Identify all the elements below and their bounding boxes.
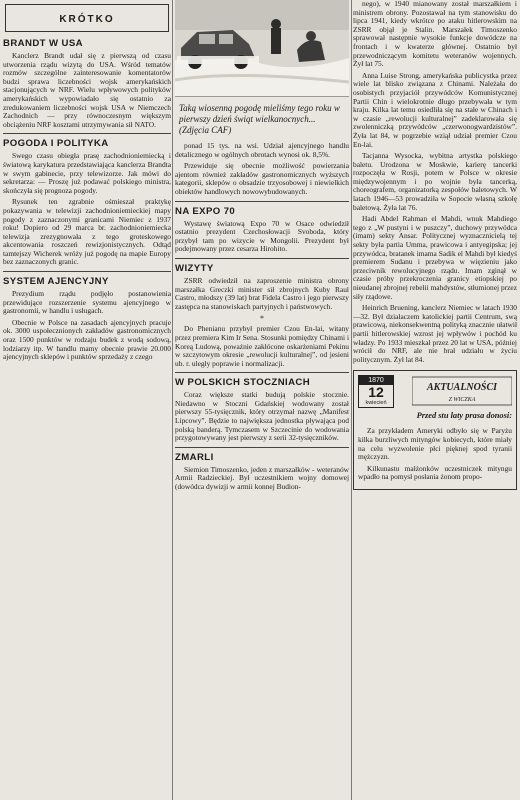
snow-car-photo [175,0,349,97]
paragraph: Heinrich Bruening, kanclerz Niemiec w latach 1930—32. Był działaczem katolickiej partii Centrum, swą prawicową, niekonsekwentną polityką znacznie ułatwił partii hitlerowskiej wzrost jej wpływów i pochód ku władzy. Po 1933 mieszkał przez 20 lat w USA, później wrócił do NRF, ale nie brał udziału w życiu politycznym. Żył lat 84. [353,303,517,364]
paragraph: Tacjanna Wysocka, wybitna artystka polskiego baletu. Urodzona w Moskwie, karierę tancerki rozpoczęła w Rosji, potem w Polsce w okresie międzywojennym i po wojnie była tancerką, choreografem, organizatorką zespołów baletowych. W latach 1946—53 prowadziła w Sopocie własną szkołę baletową. Żyła lat 76. [353,151,517,212]
calendar-month: kwiecień [365,400,387,407]
calendar-card [358,375,394,408]
article-system [3,290,171,362]
century-ago-box [353,370,517,490]
paragraph: Do Phenianu przybył premier Czou En-lai, witany przez premiera Kim Ir Sena. Stosunki pomiędzy Chinami i Koreą Ludową, poważnie zakłócone oskarżeniami Pekinu w szczytowym okresie „rewolucji kulturalnej”, od jesieni ub. r. uległy poprawie i normalizacji. [175,324,349,368]
paragraph: Siemion Timoszenko, jeden z marszałków - weteranów Armii Radzieckiej. Był uczestnikiem wojny domowej (dowódca dywizji w armii konnej Budion- [175,464,349,492]
paragraph: Kilkunastu małżonków uczestniczek mityngu wpadło na pomysł posłania żonom propo- [358,463,512,482]
paragraph: ZSRR odwiedził na zaproszenie ministra obrony marszałka Greczki minister sił zbrojnych Kuby Raul Castro, młodszy (39 lat) brat Fidela Castro i jego pierwszy zastępca na stanowiskach partyjnych i państwowych. [175,275,349,311]
headline-wizyty: WIZYTY [175,258,349,274]
paragraph: Prezydium rządu podjęło postanowienia przewidujące rozszerzenie systemu ajencyjnego w gastronomii, w handlu i usługach. [3,289,171,316]
article-expo [175,220,349,254]
article-stocznie [175,391,349,443]
headline-pogoda: POGODA I POLITYKA [3,133,171,149]
century-ago-heading: Przed stu laty prasa donosi: [416,411,512,421]
calendar-day: 12 [368,384,384,401]
calendar-year: 1870 [359,376,393,385]
column-rule [351,0,352,800]
photo-image [175,0,349,96]
headline-stocznie: W POLSKICH STOCZNIACH [175,372,349,388]
column-left [3,0,171,800]
paragraph: Anna Luise Strong, amerykańska publicystka przez wiele lat blisko związana z Chinami. Należała do osobistych przyjaciół przywódców Komunistycznej Partii Chin i wielokrotnie długo przebywała w tym kraju. Kilka lat temu osiedliła się na stałe w Chinach i w czasie „rewolucji kulturalnej” zadeklarowała się zwolenniczką przywódców „czerwonogwardzistów”. Żyła lat 84, w pogrzebie wziął udział premier Czou En-lai. [353,70,517,149]
century-ago-text [358,427,512,482]
headline-expo: NA EXPO 70 [175,201,349,217]
article-brandt [3,52,171,129]
headline-zmarli: ZMARLI [175,447,349,463]
paragraph: Coraz większe statki budują polskie stocznie. Niedawno w Stoczni Gdańskiej wodowany został pierwszy 55-tysięcznik, który otrzymał nazwę „Manifest Lipcowy”. Będzie to największa jednostka pływająca pod polską banderą. Tymczasem w Szczecinie do wodowania przygotowywany jest pierwszy z serii 32-tysięczników. [175,390,349,443]
article-pogoda [3,152,171,267]
paragraph: Przewiduje się obecnie możliwość powierzania ajentom również zakładów gastronomicznych wyższych kategorii, sklepów o obsadzie trzyosobowej i niewielkich obiektów handlowych nowowybudowanych. [175,161,349,196]
paragraph: Rysunek ten zgrabnie ośmieszał praktykę pokazywania w telewizji zachodnioniemieckiej mapy pogody z zaznaczonymi granicami Niemiec z 1937 roku! Dopiero od 29 marca br. zachodnioniemiecka telewizja zrezygnowała z tego groteskowego akcentowania roszczeń rewizjonistycznych. Odtąd tamtejszy Wicherek wróży już pogodę na mapie Europy bez zaznaczonych granic. [3,197,171,267]
section-title-box [5,4,169,32]
headline-brandt: BRANDT W USA [3,38,83,49]
paragraph: Za przykładem Ameryki odbyło się w Paryżu kilka burzliwych mityngów kobiecych, które miały na celu wyzwolenie płci pięknej spod tyranii mężczyzn. [358,426,512,462]
paragraph: Wystawę światową Expo 70 w Osace odwiedził ostatnio prezydent Czechosłowacji Svoboda, który przybył tam po wizycie w Mongolii. Prezydent był podejmowany przez cesarza Hirohito. [175,218,349,254]
article-zmarli-continued [353,0,517,364]
section-title: KRÓTKO [59,14,115,25]
paragraph: Kanclerz Brandt udał się z pierwszą od czasu utworzenia rządu wizytą do USA. Wśród tematów rozmów szczególne zainteresowanie komentatorów budzi sprawa liczebności wojsk amerykańskich stacjonujących w NRF. Wielu wpływowych polityków amerykańskich wypowiadało się ostatnio za zredukowaniem liczebności wojsk USA w Niemczech Zachodnich — przy równoczesnym większym obciążeniu NRF kosztami utrzymywania sił NATO. [3,51,171,129]
svg-text:AKTUALNOŚCI: AKTUALNOŚCI [426,382,498,394]
article-wizyty [175,277,349,368]
column-right [353,0,517,800]
column-middle [175,0,349,800]
article-zmarli [175,466,349,492]
svg-text:Z WICZKA: Z WICZKA [448,397,476,404]
separator-star: * [260,314,264,324]
article-system-continued [175,142,349,197]
column-rule [172,0,173,800]
photo-caption: Taką wiosenną pogodę mieliśmy tego roku w pierwszy dzień świąt wielkanocnych... (Zdjęcia CAF) [179,103,340,135]
aktualnosci-logo [412,375,512,407]
paragraph: ponad 15 tys. na wsi. Udział ajencyjnego handlu detalicznego w ogólnych obrotach wynosi ok. 8,5%. [175,141,349,159]
headline-system: SYSTEM AJENCYJNY [3,271,171,287]
paragraph: Hadi Abdel Rahman el Mahdi, wnuk Mahdiego tego z „W pustyni i w puszczy”, duchowy przywódca (imam) sekty Ansar. Politycznej wyznacznicielą tej sekty była partia Umma, prawicowa i antyegipska; jej przywódca, bratanek imama Sadik el Mahdi był kiedyś premierem Sudanu i przebywa w więzieniu jako przeciwnik rewolucyjnego rządu. Imam zginął w czasie próby przekroczenia granicy etiopskiej po nieudanej zbrojnej rebelii mahdystów, stłumionej przez siły rządowe. [353,214,517,301]
paragraph: Swego czasu obiegła prasę zachodnioniemiecką i światową karykatura przedstawiająca kanclerza Brandta w swym gabinecie, przy telewizorze. Jak mówi do sekretarza: — Proszę już podawać polskiego ministra, skończyła się prognoza pogody. [3,151,171,195]
paragraph: Obecnie w Polsce na zasadach ajencyjnych pracuje ok. 3000 uspołecznionych zakładów gastronomicznych oraz 1500 punktów w rodzaju budek z wodą sodową, lodziarzy itp. W handlu mamy obecnie prawie 20.000 ajencyjnych sklepów i punktów sprzedaży z czego [3,317,171,362]
paragraph: nego), w 1940 mianowany został marszałkiem i ministrem obrony. Pozostawał na tym stanowisku do lipca 1941, kiedy wkrótce po ataku hitlerowskim na ZSRR objął je Stalin. Marszałek Timoszenko sprawował następnie wysokie funkcje dowódcze na frontach i w kwaterze głównej. Ostatnio był przewodniczącym komitetu weteranów wojennych. Żył lat 75. [353,0,517,69]
